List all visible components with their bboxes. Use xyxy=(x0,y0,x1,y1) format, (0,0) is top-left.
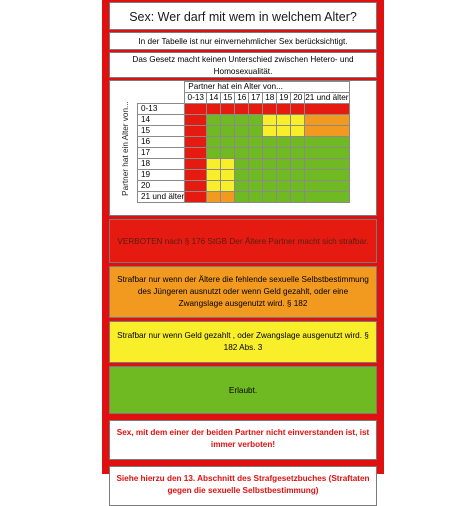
matrix-cell xyxy=(221,126,235,137)
matrix-cell xyxy=(235,115,249,126)
matrix-row xyxy=(138,148,350,159)
matrix-cell xyxy=(263,181,277,192)
matrix-cell xyxy=(235,126,249,137)
legend-conditional-182: Strafbar nur wenn der Ältere die fehlende sexuelle Selbstbestimmung des Jüngeren ausnutzt oder wenn Geld gezahlt, oder eine Zwangslage ausgenutzt wird. § 182 xyxy=(109,266,377,318)
matrix-cell xyxy=(263,115,277,126)
info-card xyxy=(102,0,384,495)
matrix-cell xyxy=(185,181,207,192)
matrix-row xyxy=(138,181,350,192)
matrix-cell xyxy=(185,137,207,148)
matrix-row xyxy=(138,159,350,170)
column-header: 15 xyxy=(221,93,235,104)
matrix-cell xyxy=(249,192,263,203)
column-header: 20 xyxy=(291,93,305,104)
matrix-cell xyxy=(207,115,221,126)
matrix-cell xyxy=(249,126,263,137)
matrix-cell xyxy=(263,137,277,148)
corner-cell xyxy=(138,82,185,93)
matrix-cell xyxy=(185,159,207,170)
row-axis-label: Partner hat ein Alter von... xyxy=(120,100,130,196)
matrix-cell xyxy=(207,126,221,137)
matrix-cell xyxy=(249,159,263,170)
matrix-cell xyxy=(235,104,249,115)
matrix-cell xyxy=(305,181,349,192)
matrix-cell xyxy=(291,181,305,192)
matrix-cell xyxy=(249,170,263,181)
matrix-cell xyxy=(277,115,291,126)
matrix-cell xyxy=(185,170,207,181)
matrix-row xyxy=(138,137,350,148)
legend-allowed: Erlaubt. xyxy=(109,366,377,414)
matrix-cell xyxy=(185,104,207,115)
matrix-cell xyxy=(277,126,291,137)
matrix-cell xyxy=(263,126,277,137)
matrix-cell xyxy=(277,192,291,203)
matrix-cell xyxy=(235,192,249,203)
card-content xyxy=(109,2,377,506)
matrix-cell xyxy=(207,159,221,170)
column-header: 18 xyxy=(263,93,277,104)
matrix-cell xyxy=(291,137,305,148)
matrix-cell xyxy=(221,192,235,203)
matrix-cell xyxy=(249,115,263,126)
matrix-cell xyxy=(207,181,221,192)
matrix-cell xyxy=(277,148,291,159)
matrix-cell xyxy=(221,181,235,192)
matrix-cell xyxy=(207,137,221,148)
column-header: 19 xyxy=(277,93,291,104)
law-note: Das Gesetz macht keinen Unterschied zwischen Hetero- und Homosexualität. xyxy=(109,52,377,78)
matrix-row xyxy=(138,170,350,181)
column-header: 21 und älter xyxy=(305,93,349,102)
row-header: 19 xyxy=(138,170,185,181)
matrix-cell xyxy=(305,159,349,170)
matrix-cell xyxy=(277,170,291,181)
row-header: 20 xyxy=(138,181,185,192)
matrix-cell xyxy=(291,148,305,159)
matrix-cell xyxy=(263,170,277,181)
column-header: 16 xyxy=(235,93,249,104)
matrix-cell xyxy=(277,137,291,148)
matrix-cell xyxy=(277,159,291,170)
matrix-cell xyxy=(221,159,235,170)
row-header: 0-13 xyxy=(138,104,185,115)
matrix-cell xyxy=(263,148,277,159)
matrix-cell xyxy=(207,104,221,115)
matrix-cell xyxy=(291,170,305,181)
age-matrix xyxy=(109,80,377,216)
legend-forbidden: VERBOTEN nach § 176 StGB Der Ältere Partner macht sich strafbar. xyxy=(109,219,377,263)
matrix-cell xyxy=(235,148,249,159)
matrix-cell xyxy=(221,137,235,148)
matrix-cell xyxy=(221,115,235,126)
column-axis-label: Partner hat ein Alter von... xyxy=(185,82,349,93)
matrix-cell xyxy=(235,170,249,181)
matrix-cell xyxy=(207,192,221,203)
matrix-cell xyxy=(207,170,221,181)
matrix-cell xyxy=(305,126,349,137)
row-header: 17 xyxy=(138,148,185,159)
column-header: 14 xyxy=(207,93,221,104)
matrix-cell xyxy=(263,192,277,203)
row-header: 16 xyxy=(138,137,185,148)
matrix-cell xyxy=(305,115,349,126)
matrix-cell xyxy=(291,115,305,126)
matrix-cell xyxy=(249,148,263,159)
matrix-cell xyxy=(291,126,305,137)
matrix-cell xyxy=(249,137,263,148)
matrix-cell xyxy=(235,159,249,170)
column-header: 0-13 xyxy=(185,93,207,104)
matrix-cell xyxy=(277,104,291,115)
matrix-cell xyxy=(305,192,349,203)
matrix-cell xyxy=(305,148,349,159)
age-matrix-table xyxy=(137,81,350,203)
matrix-row xyxy=(138,115,350,126)
matrix-cell xyxy=(249,181,263,192)
matrix-row xyxy=(138,104,350,115)
matrix-cell xyxy=(305,137,349,148)
matrix-row xyxy=(138,126,350,137)
matrix-cell xyxy=(235,181,249,192)
row-header: 18 xyxy=(138,159,185,170)
matrix-cell xyxy=(221,104,235,115)
matrix-cell xyxy=(249,104,263,115)
matrix-cell xyxy=(221,170,235,181)
matrix-cell xyxy=(263,159,277,170)
row-header: 14 xyxy=(138,115,185,126)
corner-cell xyxy=(138,93,185,104)
matrix-cell xyxy=(305,104,349,115)
page-title: Sex: Wer darf mit wem in welchem Alter? xyxy=(109,2,377,30)
matrix-cell xyxy=(291,192,305,203)
legend-money-182-3: Strafbar nur wenn Geld gezahlt , oder Zwangslage ausgenutzt wird. § 182 Abs. 3 xyxy=(109,321,377,363)
matrix-cell xyxy=(263,104,277,115)
matrix-cell xyxy=(291,104,305,115)
matrix-cell xyxy=(291,159,305,170)
footer-reference: Siehe hierzu den 13. Abschnitt des Strafgesetzbuches (Straftaten gegen die sexuelle Selbstbestimmung) xyxy=(109,466,377,506)
row-header: 21 und älter xyxy=(138,192,185,203)
matrix-row xyxy=(138,192,350,203)
consent-warning: Sex, mit dem einer der beiden Partner nicht einverstanden ist, ist immer verboten! xyxy=(109,420,377,460)
matrix-cell xyxy=(185,192,207,203)
matrix-cell xyxy=(235,137,249,148)
column-header: 17 xyxy=(249,93,263,104)
matrix-cell xyxy=(207,148,221,159)
consent-note: In der Tabelle ist nur einvernehmlicher Sex berücksichtigt. xyxy=(109,32,377,50)
matrix-cell xyxy=(221,148,235,159)
row-header: 15 xyxy=(138,126,185,137)
matrix-cell xyxy=(185,148,207,159)
matrix-cell xyxy=(185,115,207,126)
matrix-cell xyxy=(305,170,349,181)
matrix-cell xyxy=(185,126,207,137)
matrix-cell xyxy=(277,181,291,192)
